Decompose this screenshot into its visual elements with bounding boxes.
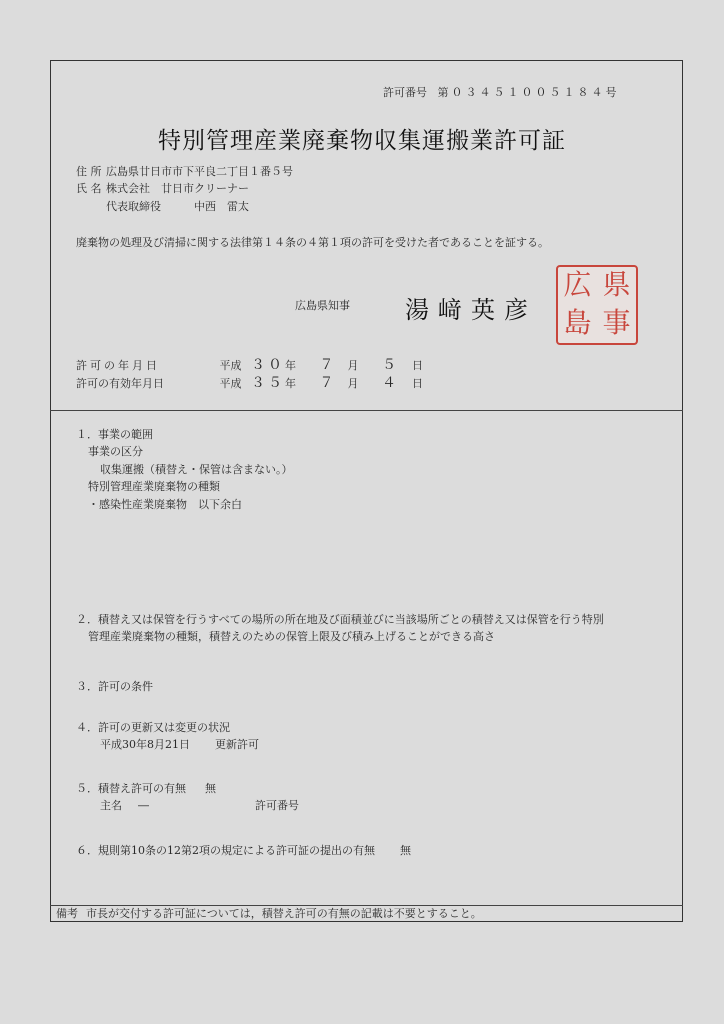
seal-char: 広 bbox=[563, 268, 592, 301]
issuer-name: 湯﨑英彦 bbox=[405, 296, 537, 324]
section-4-heading: ４．許可の更新又は変更の状況 bbox=[76, 721, 230, 734]
permit-number bbox=[383, 86, 620, 100]
address-label: 住 所 bbox=[76, 165, 102, 178]
day: ５ bbox=[382, 357, 396, 373]
day-unit: 日 bbox=[412, 359, 423, 372]
renewal-date: 平成30年8月21日 bbox=[100, 738, 190, 751]
month: ７ bbox=[319, 375, 334, 391]
section-1-line: 事業の区分 bbox=[88, 445, 143, 458]
permit-date-label: 許可の年月日 bbox=[76, 359, 160, 372]
certification-statement: 廃棄物の処理及び清掃に関する法律第１４条の４第１項の許可を受けた者であることを証する。 bbox=[76, 236, 549, 249]
section-2-line: ２．積替え又は保管を行うすべての場所の所在地及び面積並びに当該場所ごとの積替え又は保管を行う特別 bbox=[76, 613, 604, 626]
representative: 代表取締役 中西 雷太 bbox=[106, 200, 249, 213]
section-3-heading: ３．許可の条件 bbox=[76, 680, 153, 693]
section-1-line: 収集運搬（積替え・保管は含まない。） bbox=[100, 463, 293, 476]
owner-label: 主名 bbox=[100, 799, 122, 812]
address-value: 広島県廿日市市下平良二丁目１番５号 bbox=[106, 165, 293, 178]
year-unit: 年 bbox=[285, 377, 296, 390]
section-1-heading: １．事業の範囲 bbox=[76, 428, 153, 441]
permit-number-label: 許可番号 bbox=[383, 86, 427, 99]
era: 平成 bbox=[219, 359, 242, 372]
transfer-permit-label: 許可番号 bbox=[255, 799, 299, 812]
year-unit: 年 bbox=[285, 359, 296, 372]
section-2-line: 管理産業廃棄物の種類，積替えのための保管上限及び積み上げることができる高さ bbox=[88, 630, 495, 643]
divider bbox=[50, 905, 683, 906]
day: ４ bbox=[382, 375, 396, 391]
note-label: 備考 bbox=[56, 907, 78, 920]
seal-char: 県 bbox=[602, 268, 631, 301]
document-title: 特別管理産業廃棄物収集運搬業許可証 bbox=[158, 128, 566, 154]
era: 平成 bbox=[219, 377, 242, 390]
month: ７ bbox=[319, 357, 334, 373]
divider bbox=[50, 410, 683, 411]
day-unit: 日 bbox=[412, 377, 423, 390]
renewal-status: 更新許可 bbox=[215, 738, 259, 751]
month-unit: 月 bbox=[347, 359, 359, 372]
permit-number-value: 第０３４５１００５１８４号 bbox=[437, 86, 620, 99]
year: ３０ bbox=[251, 357, 285, 373]
section-1-line: 特別管理産業廃棄物の種類 bbox=[88, 480, 220, 493]
expiry-date-row bbox=[76, 376, 423, 391]
owner-value: ― bbox=[138, 799, 149, 812]
year: ３５ bbox=[251, 375, 285, 391]
name-label: 氏 名 bbox=[76, 182, 102, 195]
company-name: 株式会社 廿日市クリーナー bbox=[106, 182, 249, 195]
section-6-value: 無 bbox=[400, 844, 411, 857]
note-text: 市長が交付する許可証については，積替え許可の有無の記載は不要とすること。 bbox=[86, 907, 482, 920]
section-6-heading: ６．規則第10条の12第2項の規定による許可証の提出の有無 bbox=[76, 844, 375, 857]
seal-char: 島 bbox=[563, 306, 592, 339]
official-seal bbox=[556, 265, 638, 345]
section-5-heading: ５．積替え許可の有無 bbox=[76, 782, 186, 795]
issuer-title: 広島県知事 bbox=[295, 299, 350, 312]
permit-date-row bbox=[76, 358, 423, 373]
expiry-date-label: 許可の有効年月日 bbox=[76, 377, 164, 390]
section-5-value: 無 bbox=[205, 782, 216, 795]
section-1-line: ・感染性産業廃棄物 以下余白 bbox=[88, 498, 242, 511]
month-unit: 月 bbox=[347, 377, 359, 390]
seal-char: 事 bbox=[602, 306, 631, 339]
